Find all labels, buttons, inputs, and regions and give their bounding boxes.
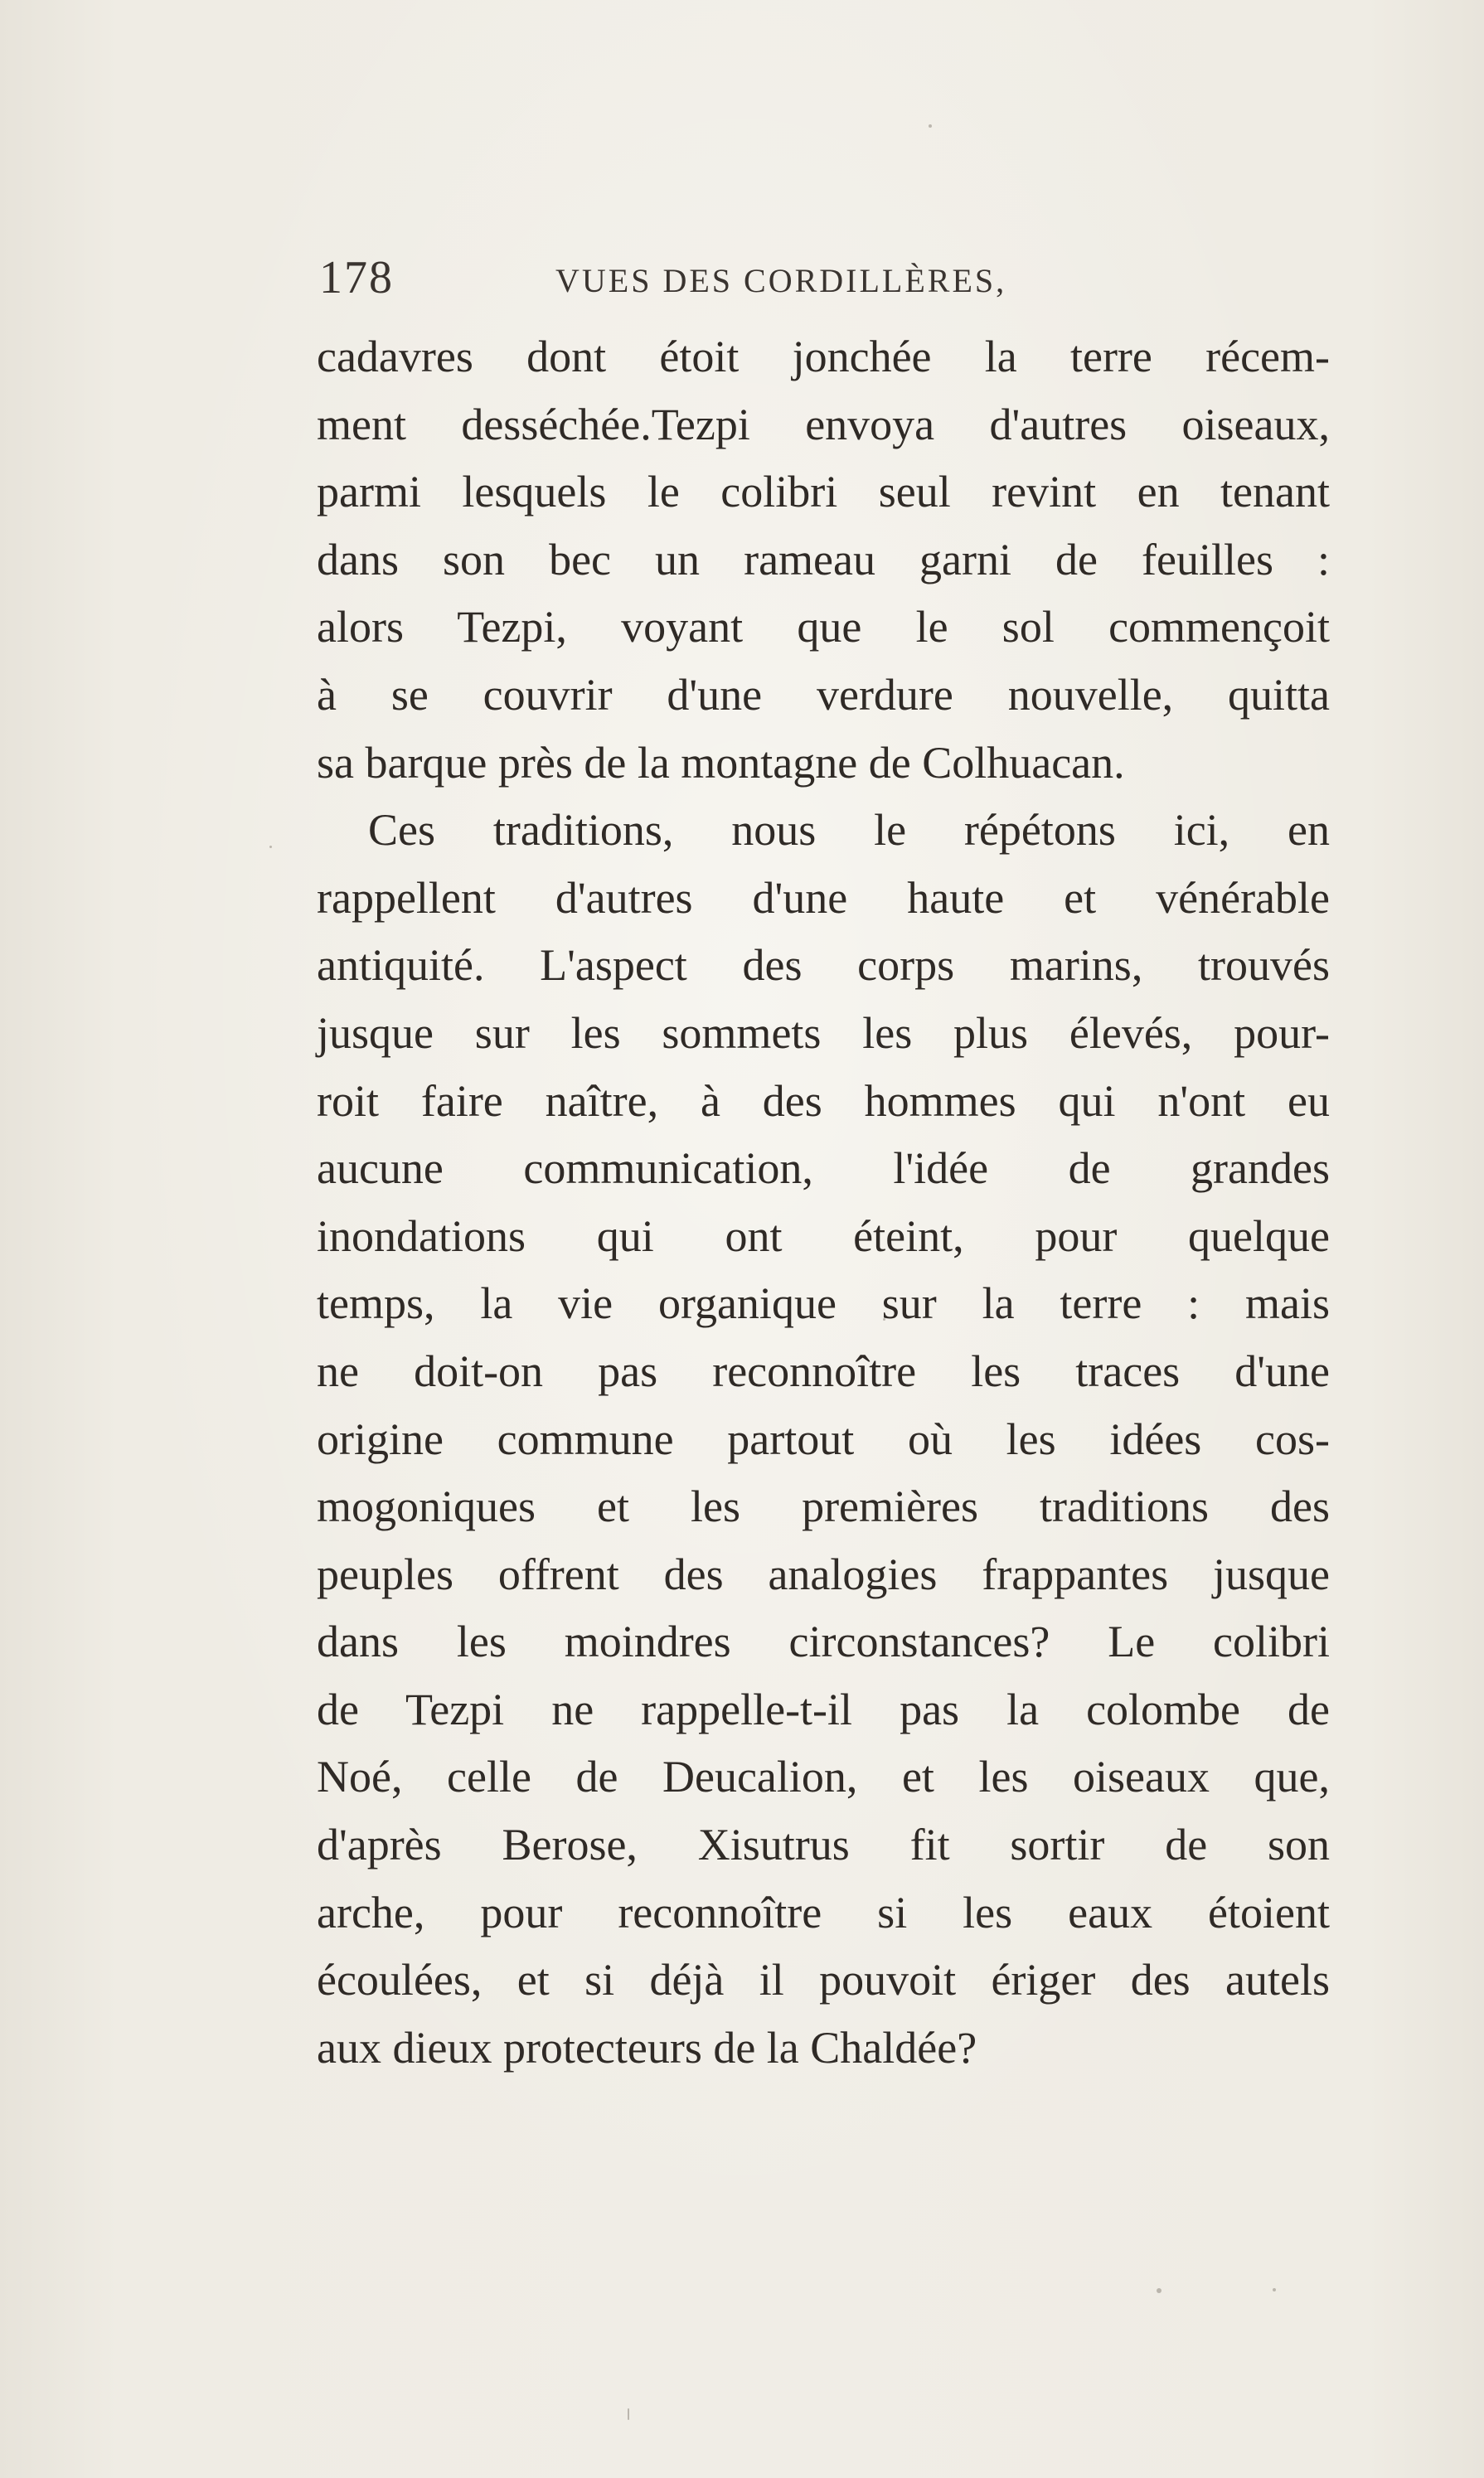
text-line: sa barque près de la montagne de Colhuacan.: [317, 737, 1125, 788]
paper-speck: [792, 962, 794, 964]
text-line: mogoniques et les premières traditions des: [317, 1481, 1330, 1532]
text-line: cadavres dont étoit jonchée la terre récem-: [317, 332, 1330, 381]
text-line: rappellent d'autres d'une haute et vénérable: [317, 872, 1330, 923]
text-line: dans son bec un rameau garni de feuilles :: [317, 534, 1330, 584]
text-line: inondations qui ont éteint, pour quelque: [317, 1210, 1330, 1261]
page-header: [319, 249, 1331, 307]
text-line: antiquité. L'aspect des corps marins, trouvés: [317, 940, 1330, 991]
text-line: à se couvrir d'une verdure nouvelle, quitta: [317, 669, 1330, 720]
paragraph-start-line: Ces traditions, nous le répétons ici, en: [368, 805, 1330, 856]
text-line: aucune communication, l'idée de grandes: [317, 1143, 1330, 1194]
text-line: ment desséchée.Tezpi envoya d'autres oiseaux,: [317, 399, 1330, 449]
text-line: jusque sur les sommets les plus élevés, pour-: [317, 1007, 1330, 1058]
paper-speck: [269, 846, 272, 848]
paper-speck: [1157, 2288, 1161, 2293]
paper-speck: [1273, 2288, 1276, 2291]
body-text: [317, 323, 1330, 2082]
text-line: ne doit-on pas reconnoître les traces d'une: [317, 1346, 1330, 1396]
text-line: d'après Berose, Xisutrus fit sortir de son: [317, 1820, 1330, 1870]
text-line: peuples offrent des analogies frappantes jusque: [317, 1549, 1330, 1599]
page-number: 178: [319, 252, 394, 303]
text-line: dans les moindres circonstances? Le colibri: [317, 1617, 1330, 1667]
paper-speck: [628, 2408, 629, 2420]
running-head: VUES DES CORDILLÈRES,: [555, 262, 1007, 299]
text-line: origine commune partout où les idées cos-: [317, 1414, 1330, 1464]
text-line: parmi lesquels le colibri seul revint en tenant: [317, 467, 1330, 517]
text-line: arche, pour reconnoître si les eaux étoient: [317, 1887, 1330, 1937]
text-line: roit faire naître, à des hommes qui n'ont eu: [317, 1075, 1330, 1126]
paper-speck: [883, 1318, 885, 1321]
text-line: temps, la vie organique sur la terre : mais: [317, 1278, 1330, 1329]
text-line: aux dieux protecteurs de la Chaldée?: [317, 2022, 977, 2073]
paper-speck: [929, 124, 932, 128]
text-line: de Tezpi ne rappelle-t-il pas la colombe de: [317, 1684, 1330, 1734]
text-line: écoulées, et si déjà il pouvoit ériger des autels: [317, 1955, 1330, 2005]
text-line: alors Tezpi, voyant que le sol commençoit: [317, 602, 1330, 652]
text-line: Noé, celle de Deucalion, et les oiseaux que,: [317, 1752, 1330, 1802]
